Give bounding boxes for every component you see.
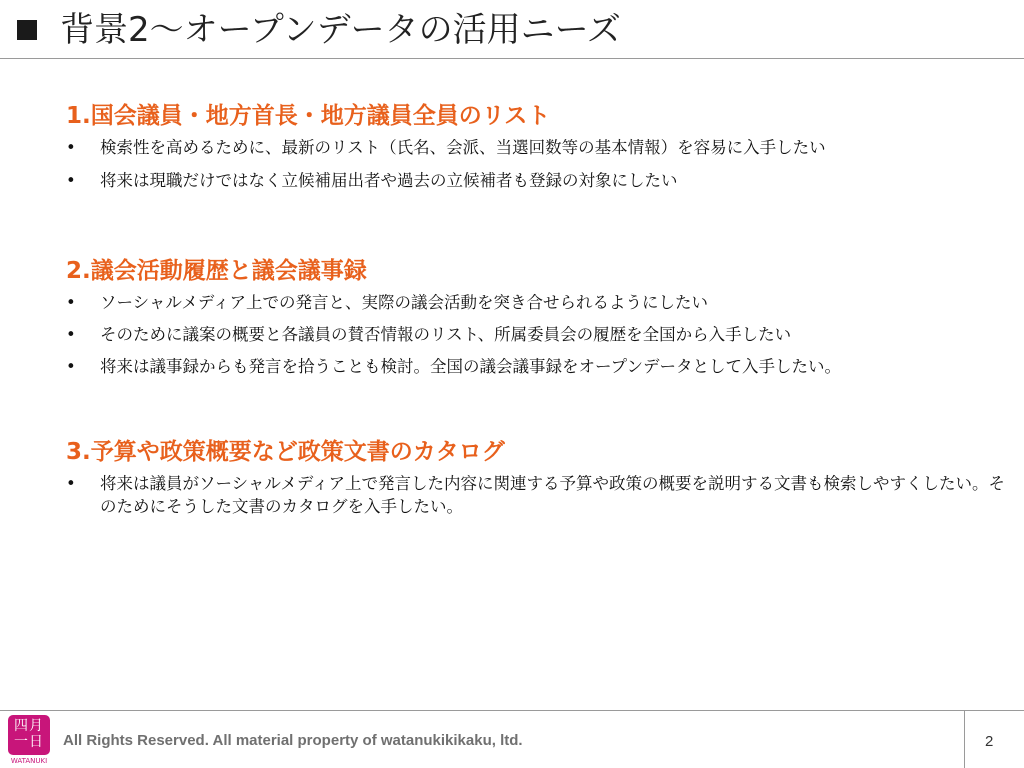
section-3 bbox=[66, 436, 1006, 518]
bullet-icon: • bbox=[66, 171, 76, 190]
bullet-text: そのために議案の概要と各議員の賛否情報のリスト、所属委員会の履歴を全国から入手したい bbox=[100, 325, 792, 344]
slide-title: 背景2〜オープンデータの活用ニーズ bbox=[60, 10, 621, 50]
list-item bbox=[66, 169, 1006, 192]
page-number: 2 bbox=[985, 733, 994, 750]
watanuki-logo bbox=[8, 715, 50, 755]
logo-caption: WATANUKI bbox=[10, 757, 48, 765]
bullet-text: 将来は議事録からも発言を拾うことも検討。全国の議会議事録をオープンデータとして入手したい。 bbox=[100, 357, 842, 376]
bullet-icon: • bbox=[66, 474, 76, 493]
bullet-text: 将来は議員がソーシャルメディア上で発言した内容に関連する予算や政策の概要を説明する文書も検索しやすくしたい。そのためにそうした文書のカタログを入手したい。 bbox=[100, 474, 1006, 516]
list-item bbox=[66, 291, 1006, 314]
section-2 bbox=[66, 255, 1006, 378]
bullet-icon: • bbox=[66, 325, 76, 344]
footer-divider-line bbox=[0, 710, 1024, 711]
logo-text-top: 四月 bbox=[14, 718, 44, 734]
bullet-list bbox=[66, 472, 1006, 518]
bullet-icon: • bbox=[66, 138, 76, 157]
bullet-icon: • bbox=[66, 357, 76, 376]
logo-text-bottom: 一日 bbox=[14, 734, 44, 750]
list-item bbox=[66, 136, 1006, 159]
title-square-icon bbox=[17, 20, 37, 40]
slide-title-bar bbox=[0, 0, 1024, 59]
list-item bbox=[66, 472, 1006, 518]
bullet-list bbox=[66, 136, 1006, 192]
bullet-text: ソーシャルメディア上での発言と、実際の議会活動を突き合せられるようにしたい bbox=[100, 293, 709, 312]
bullet-text: 検索性を高めるために、最新のリスト（氏名、会派、当選回数等の基本情報）を容易に入手したい bbox=[100, 138, 826, 157]
footer-vertical-divider bbox=[964, 711, 965, 768]
section-1 bbox=[66, 100, 1006, 192]
bullet-icon: • bbox=[66, 293, 76, 312]
section-heading: 3.予算や政策概要など政策文書のカタログ bbox=[66, 439, 505, 465]
copyright-notice: All Rights Reserved. All material property of watanukikikaku, ltd. bbox=[63, 732, 523, 749]
bullet-list bbox=[66, 291, 1006, 378]
section-heading: 2.議会活動履歴と議会議事録 bbox=[66, 258, 367, 284]
list-item bbox=[66, 323, 1006, 346]
list-item bbox=[66, 355, 1006, 378]
bullet-text: 将来は現職だけではなく立候補届出者や過去の立候補者も登録の対象にしたい bbox=[100, 171, 678, 190]
section-heading: 1.国会議員・地方首長・地方議員全員のリスト bbox=[66, 103, 551, 129]
